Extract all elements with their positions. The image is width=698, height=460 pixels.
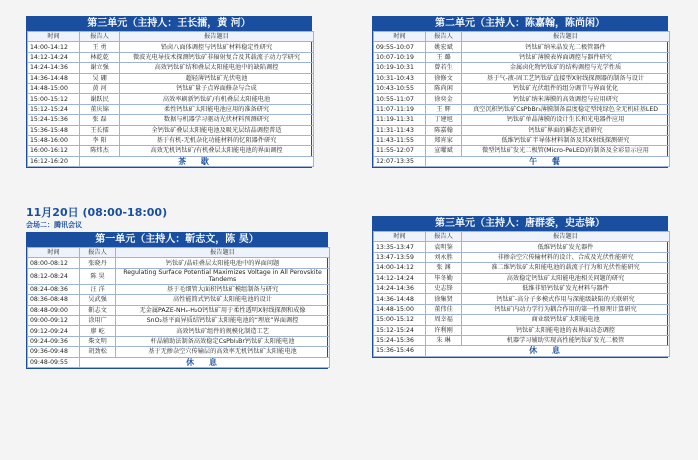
- time-cell: 14:12-14:24: [374, 273, 426, 283]
- table-row: [374, 325, 670, 335]
- table-row: [374, 273, 670, 283]
- table-row: [374, 52, 670, 62]
- talk-title-cell: 非掺杂空穴传输材料的设计、合成及光伏性能研究: [462, 252, 670, 262]
- table-row: [374, 294, 670, 304]
- speaker-cell: 胡劲松: [80, 347, 116, 357]
- time-cell: 09:00-09:12: [28, 315, 80, 325]
- speaker-cell: 陈嘉翰: [426, 125, 462, 135]
- speaker-cell: 张 渊: [426, 263, 462, 273]
- talk-title-cell: 基于有机-无机杂化功能材料的忆阻器件研究: [120, 135, 314, 145]
- table-row: [374, 42, 670, 52]
- column-header: 报告人: [426, 232, 462, 242]
- speaker-cell: 周幸福: [426, 315, 462, 325]
- time-cell: 11:19-11:31: [374, 115, 426, 125]
- talk-title-cell: 数据与机器学习驱动光伏材料预测研究: [120, 115, 314, 125]
- table-row: [374, 346, 670, 356]
- talk-title-cell: 钙钛矿太阳能电池的表界面动态调控: [462, 325, 670, 335]
- day-title: 11月20日 (08:00-18:00): [26, 206, 168, 219]
- speaker-cell: 吴武强: [80, 295, 116, 305]
- table-row: [374, 83, 670, 93]
- panel-header: 第三单元（主持人：唐群委，史志锋）: [373, 217, 667, 231]
- talk-title-cell: 机器学习辅助实现高性能钙钛矿发光二极管: [462, 335, 670, 345]
- time-cell: 11:55-12:07: [374, 146, 426, 156]
- talk-title-cell: 钙钛矿-高分子多模式作用与深能级缺陷的关联研究: [462, 294, 670, 304]
- speaker-cell: 陈炜杰: [80, 146, 120, 156]
- speaker-cell: 谢跃民: [80, 94, 120, 104]
- session-panel-top-left: [26, 16, 312, 168]
- speaker-cell: 李 阳: [80, 135, 120, 145]
- speaker-cell: 汪 洋: [80, 284, 116, 294]
- table-row: [374, 263, 670, 273]
- break-label: 午 餐: [426, 156, 670, 166]
- talk-title-cell: 基于无掺杂空穴传输层的高效率无机钙钛矿太阳能电池: [116, 347, 330, 357]
- speaker-cell: 陈 昊: [80, 268, 116, 284]
- time-cell: 12:07-13:35: [374, 156, 426, 166]
- session-panel-bottom-left: [26, 232, 328, 369]
- speaker-cell: 涂用广: [80, 315, 116, 325]
- speaker-cell: 王 勇: [80, 42, 120, 52]
- talk-title-cell: 商业级钙钛矿太阳能电池: [462, 315, 670, 325]
- talk-title-cell: 高性能简式钙钛矿太阳能电池的设计: [116, 295, 330, 305]
- talk-title-cell: 金属卤化物钙钛矿的结构调控与光学性质: [462, 63, 670, 73]
- speaker-cell: 曾若生: [426, 63, 462, 73]
- table-header-row: [374, 32, 670, 42]
- table-row: [28, 73, 314, 83]
- table-row: [28, 94, 314, 104]
- speaker-cell: 郑宵家: [426, 135, 462, 145]
- table-row: [374, 146, 670, 156]
- time-cell: 08:48-09:00: [28, 305, 80, 315]
- speaker-cell: 董庆锦: [80, 104, 120, 114]
- table-row: [374, 335, 670, 345]
- table-row: [28, 115, 314, 125]
- table-row: [28, 268, 330, 284]
- table-row: [374, 156, 670, 166]
- column-header: 报告题目: [120, 32, 314, 42]
- time-cell: 15:00-15:12: [28, 94, 80, 104]
- time-cell: 09:48-09:55: [28, 357, 80, 367]
- column-header: 报告题目: [462, 32, 670, 42]
- time-cell: 14:12-14:24: [28, 52, 80, 62]
- table-row: [28, 156, 314, 166]
- talk-title-cell: Regulating Surface Potential Maximizes Voltage in All Perovskite Tandems: [116, 268, 330, 284]
- time-cell: 10:07-10:19: [374, 52, 426, 62]
- table-row: [374, 315, 670, 325]
- time-cell: 11:31-11:43: [374, 125, 426, 135]
- speaker-cell: 毕冬勤: [426, 273, 462, 283]
- table-row: [374, 94, 670, 104]
- panel-header: 第三单元（主持人：王长擂，黄 河）: [27, 17, 311, 31]
- session-panel-bottom-right: [372, 216, 668, 358]
- talk-title-cell: 钙钛矿/晶硅叠层太阳能电池中的界面问题: [116, 258, 330, 268]
- schedule-table: [373, 31, 670, 167]
- table-header-row: [374, 232, 670, 242]
- talk-title-cell: 高效稳定钙钛矿太阳能电池相关问题的研究: [462, 273, 670, 283]
- talk-title-cell: 低维钙钛矿发光器件: [462, 242, 670, 252]
- venue-label: 会场二：腾讯会议: [26, 221, 82, 229]
- time-cell: 15:00-15:12: [374, 315, 426, 325]
- speaker-cell: 靳志文: [80, 305, 116, 315]
- schedule-table: [27, 247, 330, 368]
- column-header: 报告人: [80, 32, 120, 42]
- time-cell: 11:07-11:19: [374, 104, 426, 114]
- talk-title-cell: 真空沉积钙钛矿CsPbBr₃薄膜制备温度稳定型纯绿色全无机硅基LED: [462, 104, 670, 114]
- day-heading: [26, 204, 167, 230]
- column-header: 时间: [28, 32, 80, 42]
- time-cell: 08:12-08:24: [28, 268, 80, 284]
- time-cell: 14:24-14:36: [374, 283, 426, 293]
- talk-title-cell: 钙钛矿薄膜表界面调控与器件研究: [462, 52, 670, 62]
- time-cell: 14:24-14:36: [28, 63, 80, 73]
- time-cell: 15:12-15:24: [28, 104, 80, 114]
- talk-title-cell: 全钙钛矿叠层太阳能电池及吸光层结晶调控普适: [120, 125, 314, 135]
- speaker-cell: 柴文明: [80, 336, 116, 346]
- speaker-cell: 廖 屹: [80, 326, 116, 336]
- table-row: [374, 304, 670, 314]
- column-header: 报告题目: [116, 248, 330, 258]
- table-row: [28, 326, 330, 336]
- talk-title-cell: SnO₂基平面异质结钙钛矿太阳能电池的“埋底”界面调控: [116, 315, 330, 325]
- table-row: [28, 284, 330, 294]
- talk-title-cell: 高效钙钛矿结和叠层太阳能电池中的缺陷调控: [120, 63, 314, 73]
- speaker-cell: 董伟佳: [426, 304, 462, 314]
- talk-title-cell: 钙钛矿纳米薄膜的高效调控与应用研究: [462, 94, 670, 104]
- table-row: [28, 42, 314, 52]
- break-label: 茶 歇: [80, 156, 314, 166]
- talk-title-cell: 基于毛细管大面积钙钛矿模组制备与研究: [116, 284, 330, 294]
- talk-title-cell: 杆晶辅助法制备高效稳定CsPbI₃Br钙钛矿太阳能电池: [116, 336, 330, 346]
- table-row: [374, 283, 670, 293]
- table-row: [28, 357, 330, 367]
- speaker-cell: 史志锋: [426, 283, 462, 293]
- time-cell: 14:00-14:12: [374, 263, 426, 273]
- table-row: [28, 125, 314, 135]
- schedule-table: [373, 231, 670, 357]
- speaker-cell: 朱 琳: [426, 335, 462, 345]
- talk-title-cell: 高效无机钙钛矿/有机叠层太阳能电池的界面调控: [120, 146, 314, 156]
- time-cell: 15:12-15:24: [374, 325, 426, 335]
- speaker-cell: 徐奕金: [426, 94, 462, 104]
- talk-title-cell: 钙钛矿单晶薄膜的设计生长和光电器件应用: [462, 115, 670, 125]
- speaker-cell: 黄 河: [80, 83, 120, 93]
- talk-title-cell: 钙钛矿内动力学行为耦合作用的第一性原理计算研究: [462, 304, 670, 314]
- table-row: [28, 347, 330, 357]
- speaker-cell: 王长擂: [80, 125, 120, 135]
- talk-title-cell: 低维钙钛矿半导体材料制备及其X射线探测研究: [462, 135, 670, 145]
- table-row: [374, 115, 670, 125]
- time-cell: 10:43-10:55: [374, 83, 426, 93]
- table-row: [28, 146, 314, 156]
- speaker-cell: 刘永胜: [426, 252, 462, 262]
- time-cell: 13:47-13:59: [374, 252, 426, 262]
- table-row: [28, 336, 330, 346]
- time-cell: 08:36-08:48: [28, 295, 80, 305]
- time-cell: 15:48-16:00: [28, 135, 80, 145]
- time-cell: 09:24-09:36: [28, 336, 80, 346]
- column-header: 时间: [374, 232, 426, 242]
- talk-title-cell: 准二维钙钛矿太阳能电池的载流子行为和光伏性能研究: [462, 263, 670, 273]
- table-row: [28, 104, 314, 114]
- table-row: [28, 295, 330, 305]
- schedule-table: [27, 31, 314, 167]
- break-label: 休 息: [80, 357, 330, 367]
- table-row: [374, 63, 670, 73]
- time-cell: 10:31-10:43: [374, 73, 426, 83]
- speaker-cell: 徐集贤: [426, 294, 462, 304]
- column-header: 时间: [374, 32, 426, 42]
- table-row: [374, 73, 670, 83]
- table-row: [28, 305, 330, 315]
- talk-title-cell: 钙钛矿量子点界面修杂与合成: [120, 83, 314, 93]
- speaker-cell: 徐修文: [426, 73, 462, 83]
- panel-header: 第一单元（主持人：靳志文，陈 昊）: [27, 233, 327, 247]
- column-header: 报告人: [426, 32, 462, 42]
- session-panel-top-right: [372, 16, 668, 168]
- speaker-cell: 陈尚闲: [426, 83, 462, 93]
- talk-title-cell: 微波光电导技术探测钙钛矿非辐射复合及其载流子动力学研究: [120, 52, 314, 62]
- time-cell: 14:48-15:00: [28, 83, 80, 93]
- time-cell: 11:43-11:55: [374, 135, 426, 145]
- table-row: [374, 135, 670, 145]
- column-header: 时间: [28, 248, 80, 258]
- table-row: [28, 83, 314, 93]
- table-row: [28, 63, 314, 73]
- time-cell: 15:24-15:36: [28, 115, 80, 125]
- speaker-cell: 姚宏斌: [426, 42, 462, 52]
- time-cell: 10:55-11:07: [374, 94, 426, 104]
- speaker-cell: 袁明鉴: [426, 242, 462, 252]
- talk-title-cell: 高效钙钛矿组件的规模化制造工艺: [116, 326, 330, 336]
- time-cell: 15:24-15:36: [374, 335, 426, 345]
- table-row: [374, 104, 670, 114]
- talk-title-cell: 无金属PAZE-NHₓ-H₂O钙钛矿用于柔性透明X射线探测和成像: [116, 305, 330, 315]
- talk-title-cell: 钙钛矿纳米晶发光二极管器件: [462, 42, 670, 52]
- table-row: [374, 252, 670, 262]
- column-header: 报告题目: [462, 232, 670, 242]
- talk-title-cell: 基于气-液-固工艺钙钛矿直接型X射线探测器的制备与设计: [462, 73, 670, 83]
- talk-title-cell: 微型钙钛矿发光二极管(Micro-PeLED)的制备及全彩显示应用: [462, 146, 670, 156]
- talk-title-cell: 铅卤八面体调控与钙钛矿材料稳定性研究: [120, 42, 314, 52]
- time-cell: 16:00-16:12: [28, 146, 80, 156]
- time-cell: 14:36-14:48: [374, 294, 426, 304]
- time-cell: 14:48-15:00: [374, 304, 426, 314]
- time-cell: 16:12-16:20: [28, 156, 80, 166]
- time-cell: 09:12-09:24: [28, 326, 80, 336]
- table-header-row: [28, 248, 330, 258]
- table-row: [374, 242, 670, 252]
- panel-header: 第二单元（主持人：陈嘉翰，陈尚闲）: [373, 17, 667, 31]
- talk-title-cell: 柔性钙钛矿太阳能电池应用的准备研究: [120, 104, 314, 114]
- time-cell: 14:36-14:48: [28, 73, 80, 83]
- time-cell: 08:00-08:12: [28, 258, 80, 268]
- table-row: [28, 315, 330, 325]
- speaker-cell: 谢立强: [80, 63, 120, 73]
- talk-title-cell: 钙钛矿光伏组件的组分调节与界面优化: [462, 83, 670, 93]
- talk-title-cell: 高效率刷新钙钛矿/有机叠层太阳能电池: [120, 94, 314, 104]
- time-cell: 15:36-15:48: [28, 125, 80, 135]
- table-header-row: [28, 32, 314, 42]
- table-row: [374, 125, 670, 135]
- speaker-cell: 许利刚: [426, 325, 462, 335]
- speaker-cell: 张晓丹: [80, 258, 116, 268]
- time-cell: 13:35-13:47: [374, 242, 426, 252]
- speaker-cell: 吴 硼: [80, 73, 120, 83]
- time-cell: 15:36-15:46: [374, 346, 426, 356]
- column-header: 报告人: [80, 248, 116, 258]
- table-row: [28, 52, 314, 62]
- speaker-cell: 王 辉: [426, 104, 462, 114]
- talk-title-cell: 钙钛矿界面的瞬态光谱研究: [462, 125, 670, 135]
- speaker-cell: 宣曜斌: [426, 146, 462, 156]
- time-cell: 09:55-10:07: [374, 42, 426, 52]
- table-row: [28, 258, 330, 268]
- talk-title-cell: 低维非铅钙钛矿发光材料与器件: [462, 283, 670, 293]
- speaker-cell: 林乾乾: [80, 52, 120, 62]
- break-label: 休 息: [426, 346, 670, 356]
- time-cell: 10:19-10:31: [374, 63, 426, 73]
- time-cell: 08:24-08:36: [28, 284, 80, 294]
- time-cell: 14:00-14:12: [28, 42, 80, 52]
- speaker-cell: 王 璐: [426, 52, 462, 62]
- time-cell: 09:36-09:48: [28, 347, 80, 357]
- talk-title-cell: 超轻薄钙钛矿光伏电池: [120, 73, 314, 83]
- speaker-cell: 丁建旭: [426, 115, 462, 125]
- speaker-cell: 张 磊: [80, 115, 120, 125]
- table-row: [28, 135, 314, 145]
